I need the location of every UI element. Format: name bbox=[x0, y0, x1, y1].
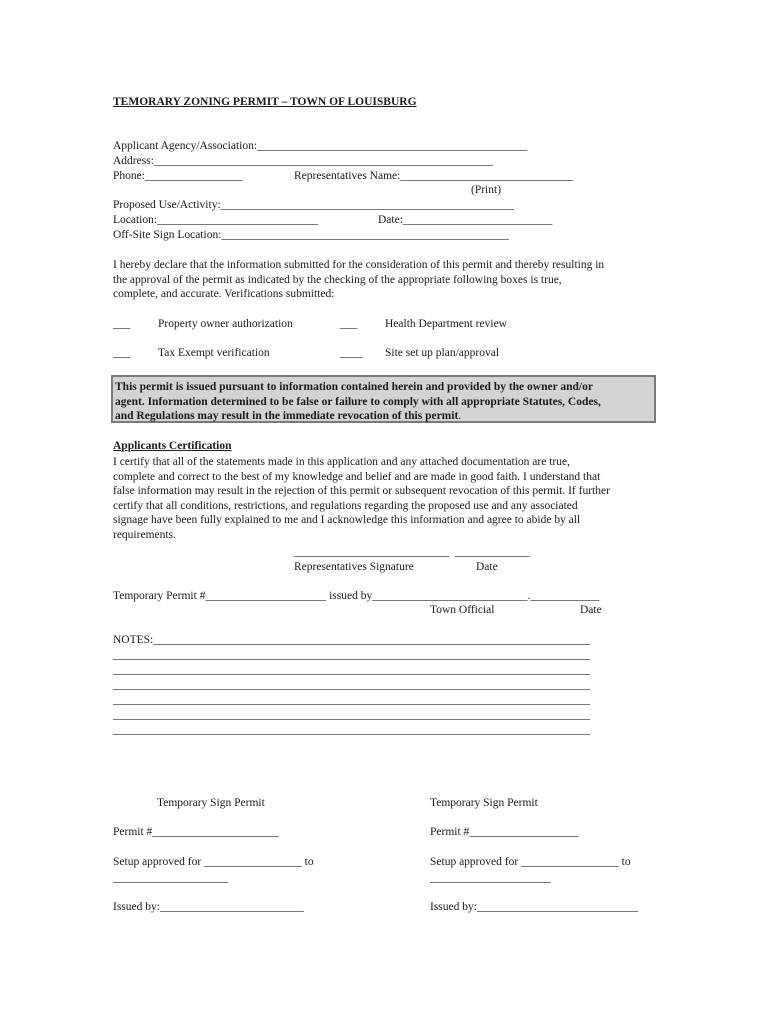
sign-permit-right-setup-cont[interactable]: _____________________ bbox=[430, 872, 551, 884]
notes-line[interactable]: ___________________________________________________________________________________ bbox=[113, 694, 591, 706]
notes-line[interactable]: ___________________________________________________________________________________ bbox=[113, 649, 591, 661]
offsite-sign-location-field[interactable]: Off-Site Sign Location:__________________________________________________ bbox=[113, 229, 509, 241]
certification-line: I certify that all of the statements made in this application and any attached documentation are true, bbox=[113, 456, 570, 468]
signature-line[interactable]: ___________________________ _____________ bbox=[294, 546, 530, 558]
sign-permit-left-number-field[interactable]: Permit #______________________ bbox=[113, 826, 279, 838]
declaration-line: complete, and accurate. Verifications submitted: bbox=[113, 288, 335, 301]
health-dept-checkbox[interactable]: ___ bbox=[340, 318, 358, 330]
sign-permit-left-setup-cont[interactable]: ____________________ bbox=[113, 872, 228, 884]
notice-line-text: and Regulations may result in the immediate revocation of this permit bbox=[115, 410, 459, 423]
health-dept-label: Health Department review bbox=[385, 318, 507, 330]
temporary-permit-field[interactable]: Temporary Permit #_____________________ issued by___________________________.____________ bbox=[113, 590, 600, 602]
page-title: TEMORARY ZONING PERMIT – TOWN OF LOUISBURG bbox=[113, 96, 417, 108]
notice-period: . bbox=[458, 410, 462, 423]
notes-field[interactable]: NOTES:____________________________________________________________________________ bbox=[113, 634, 591, 646]
address-field[interactable]: Address:___________________________________________________________ bbox=[113, 155, 494, 167]
permit-date-label: Date bbox=[580, 604, 602, 616]
applicant-agency-field[interactable]: Applicant Agency/Association:_______________________________________________ bbox=[113, 140, 528, 152]
site-setup-label: Site set up plan/approval bbox=[385, 347, 500, 359]
certification-line: false information may result in the rejection of this permit or subsequent revocation of this permit. If further bbox=[113, 485, 610, 498]
sign-permit-right-number-field[interactable]: Permit #___________________ bbox=[430, 826, 579, 838]
sign-permit-left-title: Temporary Sign Permit bbox=[157, 797, 265, 809]
notice-line: agent. Information determined to be false or failure to comply with all appropriate Statutes, Codes, bbox=[115, 395, 601, 408]
sign-permit-left-setup-field[interactable]: Setup approved for _________________ to bbox=[113, 856, 314, 868]
certification-line: requirements. bbox=[113, 528, 176, 541]
phone-field[interactable]: Phone:_________________ bbox=[113, 170, 243, 182]
certification-line: certify that all conditions, restrictions, and regulations regarding the proposed use and any associated bbox=[113, 499, 578, 512]
notice-box bbox=[111, 375, 656, 423]
notes-line[interactable]: ___________________________________________________________________________________ bbox=[113, 724, 591, 736]
site-setup-checkbox[interactable]: ____ bbox=[340, 347, 363, 359]
declaration-line: the approval of the permit as indicated by the checking of the appropriate following boxes is true, bbox=[113, 273, 562, 286]
location-field[interactable]: Location:____________________________ bbox=[113, 214, 319, 226]
tax-exempt-checkbox[interactable]: ___ bbox=[113, 347, 131, 359]
certification-heading: Applicants Certification bbox=[113, 440, 232, 452]
tax-exempt-label: Tax Exempt verification bbox=[158, 347, 270, 359]
sign-permit-left-issued-field[interactable]: Issued by:_________________________ bbox=[113, 901, 304, 913]
notes-line[interactable]: ___________________________________________________________________________________ bbox=[113, 709, 591, 721]
notice-line bbox=[115, 409, 652, 424]
sign-permit-right-title: Temporary Sign Permit bbox=[430, 797, 538, 809]
notes-line[interactable]: ___________________________________________________________________________________ bbox=[113, 664, 591, 676]
town-official-label: Town Official bbox=[430, 604, 495, 616]
certification-paragraph bbox=[113, 455, 610, 543]
proposed-use-field[interactable]: Proposed Use/Activity:___________________________________________________ bbox=[113, 199, 514, 211]
sign-permit-right-issued-field[interactable]: Issued by:____________________________ bbox=[430, 901, 638, 913]
signature-date-label: Date bbox=[476, 561, 498, 573]
certification-line: signage have been fully explained to me and I acknowledge this information and agree to abide by all bbox=[113, 514, 581, 527]
date-field[interactable]: Date:__________________________ bbox=[378, 214, 553, 226]
declaration-line: I hereby declare that the information submitted for the consideration of this permit and thereby resulting in bbox=[113, 259, 605, 271]
property-owner-label: Property owner authorization bbox=[158, 318, 293, 330]
notice-line: This permit is issued pursuant to information contained herein and provided by the owner and/or bbox=[115, 381, 593, 393]
property-owner-checkbox[interactable]: ___ bbox=[113, 318, 131, 330]
declaration-paragraph bbox=[113, 258, 604, 302]
representative-name-field[interactable]: Representatives Name:______________________________ bbox=[294, 170, 573, 182]
signature-label: Representatives Signature bbox=[294, 561, 414, 573]
sign-permit-right-setup-field[interactable]: Setup approved for _________________ to bbox=[430, 856, 631, 868]
notes-line[interactable]: ___________________________________________________________________________________ bbox=[113, 679, 591, 691]
certification-line: complete and correct to the best of my knowledge and belief and are made in good faith. I understand that bbox=[113, 470, 601, 483]
print-note: (Print) bbox=[471, 184, 502, 196]
